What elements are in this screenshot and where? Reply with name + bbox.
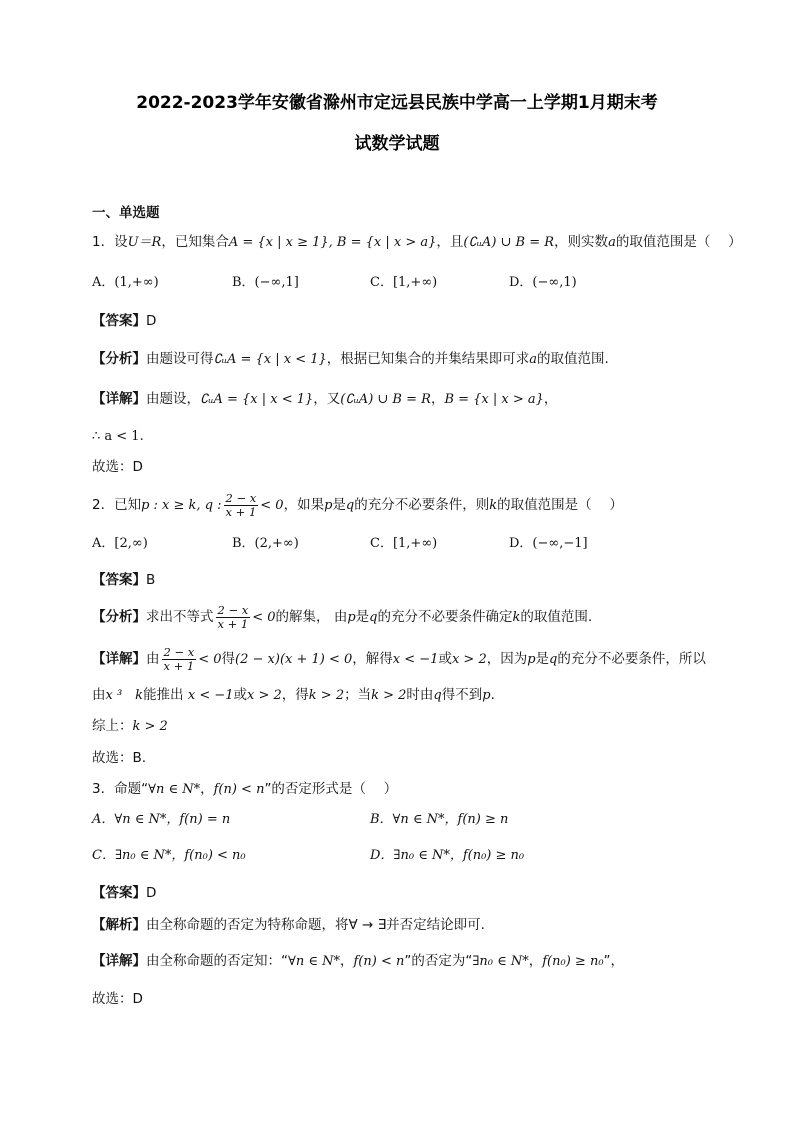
answer-tag: 【答案】: [92, 572, 146, 588]
fraction-numerator: 2 − x: [163, 644, 195, 659]
q2-summary: [92, 716, 732, 737]
q1-stem-text: ，且: [436, 234, 464, 250]
detail-tag: 【详解】: [92, 651, 146, 667]
q2-summary-math: k > 2: [132, 719, 168, 734]
analysis-tag: 【分析】: [92, 351, 146, 367]
q1-detail-math: ∁ᵤA = {x | x < 1}: [200, 392, 314, 407]
q1-analysis-text: 的取值范围.: [537, 351, 609, 367]
q1-stem-text: ，已知集合: [161, 234, 229, 250]
q1-analysis-text: 由题设可得: [146, 351, 214, 367]
q3-analysis: [92, 915, 732, 935]
q1-option-b: B．(−∞,1]: [232, 275, 299, 290]
q2-detail-math: (2 − x)(x + 1) < 0: [235, 652, 353, 667]
q3-analysis-text: 由全称命题的否定为特称命题，将∀ → ∃并否定结论即可.: [146, 917, 485, 933]
q2-detail-text: 能推出: [143, 687, 184, 703]
q1-analysis-text: ，根据已知集合的并集结果即可求: [326, 351, 530, 367]
q1-detail-math: (∁ᵤA) ∪ B = R: [340, 392, 431, 407]
q2-analysis-math: p: [347, 610, 356, 625]
q2-stem-text: 的充分不必要条件，则: [354, 497, 490, 513]
q1-math: a: [608, 235, 616, 250]
q1-detail-text: ，: [430, 391, 445, 407]
analysis-tag: 【解析】: [92, 917, 146, 933]
q3-answer: [92, 883, 732, 903]
q2-summary-text: 综上：: [92, 718, 133, 734]
q1-analysis-math: a: [529, 352, 538, 367]
q3-option-a: A．∀n ∈ N*，f(n) = n: [92, 812, 231, 827]
q2-stem-text: ，如果: [283, 497, 325, 513]
q2-detail-text: ；当: [344, 687, 372, 703]
q3-detail-text: ”，: [603, 953, 625, 969]
q3-stem-text: ，: [200, 781, 214, 797]
q2-detail-math: x > 2: [247, 688, 282, 703]
q2-detail-math: p: [482, 688, 491, 703]
q2-option-d: D．(−∞,−1]: [509, 536, 588, 551]
q2-math: p: [324, 498, 333, 513]
q2-analysis-math: q: [369, 610, 378, 625]
q2-detail-math: x ³ k: [105, 688, 144, 703]
q2-detail-math: q: [433, 688, 442, 703]
q2-option-c: C．[1,+∞): [370, 536, 438, 551]
q2-math: q: [345, 498, 355, 513]
q2-stem-text: 的取值范围是（ ）: [497, 497, 623, 513]
q2-detail-text: 或: [438, 651, 452, 667]
q3-math: f(n) < n: [213, 782, 265, 797]
q2-detail-text: 的充分不必要条件，所以: [557, 651, 706, 667]
section-heading: 一、单选题: [92, 205, 160, 221]
q2-detail-text: 得不到: [441, 687, 483, 703]
q2-analysis: [92, 602, 732, 632]
q2-analysis-math: < 0: [252, 610, 276, 625]
q2-answer-value: B: [146, 572, 156, 588]
q2-analysis-math: k: [512, 610, 521, 625]
fraction-numerator: 2 − x: [225, 490, 257, 505]
q2-final: 故选：B.: [92, 750, 147, 766]
q1-answer-value: D: [146, 313, 157, 329]
q2-detail-text: .: [490, 687, 495, 703]
q2-stem-text: 2．已知: [92, 497, 142, 513]
q2-math: p : x ≥ k, q :: [141, 498, 222, 513]
q2-detail-text: 由: [92, 687, 106, 703]
q1-final: 故选：D: [92, 459, 143, 475]
q2-detail-text: 时由: [406, 687, 434, 703]
answer-tag: 【答案】: [92, 885, 146, 901]
q3-detail-text: ”的否定为“: [404, 953, 473, 969]
q2-math: k: [489, 498, 498, 513]
q2-detail-text: ，因为: [486, 651, 528, 667]
q1-detail-text: ，又: [313, 391, 341, 407]
q1-analysis: [92, 349, 732, 370]
q1-option-a: A．(1,+∞): [92, 275, 159, 290]
q1-detail-text: 由题设，: [146, 391, 200, 407]
q2-detail-math: x < −1: [392, 652, 439, 667]
q2-detail-math: k > 2: [371, 688, 407, 703]
q1-stem: [92, 232, 742, 253]
q2-detail-text: 是: [535, 651, 550, 667]
q1-stem-text: 的取值范围是（ ）: [615, 234, 742, 250]
q2-detail-text: 得: [221, 651, 236, 667]
q3-options-row1: [92, 810, 732, 830]
q2-analysis-text: 的取值范围.: [520, 609, 593, 625]
q3-options-row2: [92, 846, 732, 866]
q2-detail-text: 或: [233, 687, 248, 703]
q2-detail-math: k > 2: [308, 688, 345, 703]
q2-analysis-text: 的解集， 由: [275, 609, 348, 625]
doc-title-line2: 试数学试题: [354, 134, 440, 154]
analysis-tag: 【分析】: [92, 609, 146, 625]
q1-stem-text: 1．设: [92, 234, 128, 250]
q2-stem-text: 是: [332, 497, 346, 513]
q3-option-d: D．∃n₀ ∈ N*，f(n₀) ≥ n₀: [370, 848, 525, 863]
answer-tag: 【答案】: [92, 313, 146, 329]
q3-option-b: B．∀n ∈ N*，f(n) ≥ n: [370, 812, 509, 827]
q1-detail: [92, 389, 732, 410]
q2-answer: [92, 570, 732, 590]
q2-detail-math: q: [549, 652, 558, 667]
q2-detail-text: ，得: [281, 687, 309, 703]
q1-detail-math: B = {x | x > a}: [444, 392, 544, 407]
q3-detail-math: ∃n₀ ∈ N*: [472, 954, 529, 969]
q2-analysis-text: 是: [355, 609, 370, 625]
q1-analysis-math: ∁ᵤA = {x | x < 1}: [213, 352, 327, 367]
q1-option-d: D．(−∞,1): [509, 275, 577, 290]
q3-detail-math: f(n₀) ≥ n₀: [542, 954, 604, 969]
q1-math: U＝R: [127, 235, 162, 250]
q2-detail-text: 由: [146, 651, 160, 667]
q2-detail: [92, 644, 732, 674]
q3-answer-value: D: [146, 885, 157, 901]
q2-analysis-text: 的充分不必要条件确定: [377, 609, 513, 625]
q1-options: [92, 273, 732, 293]
fraction-denominator: x + 1: [163, 658, 195, 673]
q3-detail: [92, 951, 732, 972]
q1-math: A = {x | x ≥ 1}, B = {x | x > a}: [228, 235, 437, 250]
q3-final: 故选：D: [92, 991, 143, 1007]
fraction-denominator: x + 1: [217, 616, 249, 631]
q3-detail-math: f(n) < n: [353, 954, 405, 969]
q2-stem: [92, 490, 732, 520]
q3-detail-math: ∀n ∈ N*: [288, 954, 340, 969]
q3-detail-text: ，: [339, 953, 354, 969]
q1-math: (∁ᵤA) ∪ B = R: [463, 235, 555, 250]
q1-conclusion: ∴ a < 1.: [92, 429, 144, 444]
q2-math: < 0: [260, 498, 284, 513]
q3-stem: [92, 779, 732, 800]
q1-answer: [92, 311, 732, 331]
q2-options: [92, 534, 732, 554]
q3-detail-text: 由全称命题的否定知：“: [146, 953, 288, 969]
q2-detail-math: < 0: [198, 652, 222, 667]
q2-detail-math: p: [527, 652, 536, 667]
q3-math: ∀n ∈ N*: [148, 782, 201, 797]
q2-detail-line2: [92, 685, 732, 706]
detail-tag: 【详解】: [92, 953, 146, 969]
detail-tag: 【详解】: [92, 391, 146, 407]
q3-detail-text: ，: [528, 953, 543, 969]
fraction-denominator: x + 1: [225, 504, 257, 519]
q2-analysis-text: 求出不等式: [146, 609, 214, 625]
q2-detail-text: ，解得: [352, 651, 393, 667]
q1-option-c: C．[1,+∞): [370, 275, 438, 290]
q2-fraction: [162, 646, 197, 673]
doc-title-line1: 2022-2023学年安徽省滁州市定远县民族中学高一上学期1月期末考: [136, 93, 658, 113]
q1-detail-text: ，: [543, 391, 558, 407]
q2-fraction: [216, 604, 251, 631]
q2-option-a: A．[2,∞): [92, 536, 148, 551]
q2-detail-math: x < −1: [187, 688, 234, 703]
q2-option-b: B．(2,+∞): [232, 536, 299, 551]
q2-detail-math: x > 2: [451, 652, 487, 667]
q1-stem-text: ，则实数: [554, 234, 609, 250]
q3-option-c: C．∃n₀ ∈ N*，f(n₀) < n₀: [92, 848, 246, 863]
q3-stem-text: ”的否定形式是（ ）: [264, 781, 398, 797]
fraction-numerator: 2 − x: [217, 602, 249, 617]
q3-stem-text: 3．命题“: [92, 781, 149, 797]
q2-fraction: [224, 492, 259, 519]
